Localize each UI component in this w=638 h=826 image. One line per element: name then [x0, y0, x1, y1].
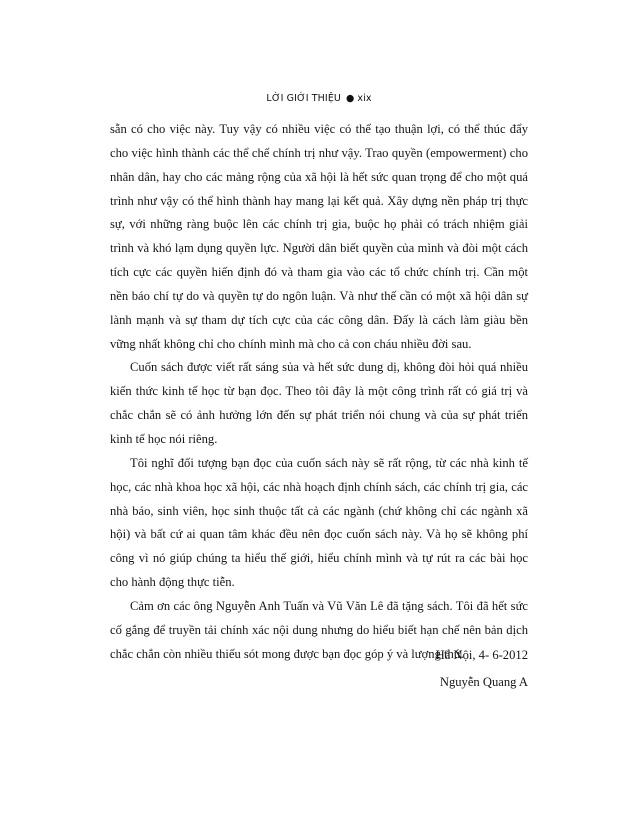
- signature-author: Nguyễn Quang A: [439, 675, 528, 689]
- signature-place-date: Hà Nội, 4- 6-2012: [435, 648, 528, 662]
- paragraph-continuation: sẵn có cho việc này. Tuy vậy có nhiều việc có thể tạo thuận lợi, có thể thúc đẩy cho việc hình thành các thể chế chính trị như vậy. Trao quyền (empowerment) cho nhân dân, hay cho các mảng rộng của xã hội là hết sức quan trọng để cho một quá trình như vậy có thể hình thành hay mang lại kết quả. Xây dựng nền pháp trị thực sự, với những ràng buộc lên các chính trị gia, buộc họ phải có trách nhiệm giải trình và khó lạm dụng quyền lực. Người dân biết quyền của mình và đòi một cách tích cực các quyền hiến định đó và tham gia vào các tổ chức chính trị. Cần một nền báo chí tự do và quyền tự do ngôn luận. Và như thế cần có một xã hội dân sự lành mạnh và sự tham dự tích cực của các công dân. Đấy là cách làm giàu bền vững nhất không chỉ cho chính mình mà cho cả con cháu nhiều đời sau.: [110, 122, 528, 351]
- body-text: [110, 118, 528, 666]
- page-number: xix: [357, 93, 372, 104]
- paragraph: Cuốn sách được viết rất sáng sủa và hết sức dung dị, không đòi hỏi quá nhiều kiến thức kinh tế học từ bạn đọc. Theo tôi đây là một công trình rất có giá trị và chắc chắn sẽ có ảnh hưởng lớn đến sự phát triển nói chung và của sự phát triển kinh tế học nói riêng.: [110, 360, 528, 446]
- paragraph: Tôi nghĩ đối tượng bạn đọc của cuốn sách này sẽ rất rộng, từ các nhà kinh tế học, các nhà khoa học xã hội, các nhà hoạch định chính sách, các chính trị gia, các nhà báo, sinh viên, học sinh thuộc tất cả các ngành (chứ không chỉ các ngành xã hội) và bất cứ ai quan tâm khác đều nên đọc cuốn sách này. Và họ sẽ không phí công vì nó giúp chúng ta hiểu thế giới, hiểu chính mình và tự rút ra các bài học cho hành động thực tiễn.: [110, 455, 528, 590]
- running-header-title: LỜI GIỚI THIỆU: [266, 93, 341, 104]
- paragraph: Cảm ơn các ông Nguyễn Anh Tuấn và Vũ Văn Lê đã tặng sách. Tôi đã hết sức cố gắng để truyền tải chính xác nội dung nhưng do hiểu biết hạn chế nên bản dịch chắc chắn còn nhiều thiếu sót mong được bạn đọc góp ý và lượng thứ.: [110, 598, 528, 661]
- bullet-separator-icon: ●: [345, 93, 355, 104]
- running-header: [0, 93, 638, 104]
